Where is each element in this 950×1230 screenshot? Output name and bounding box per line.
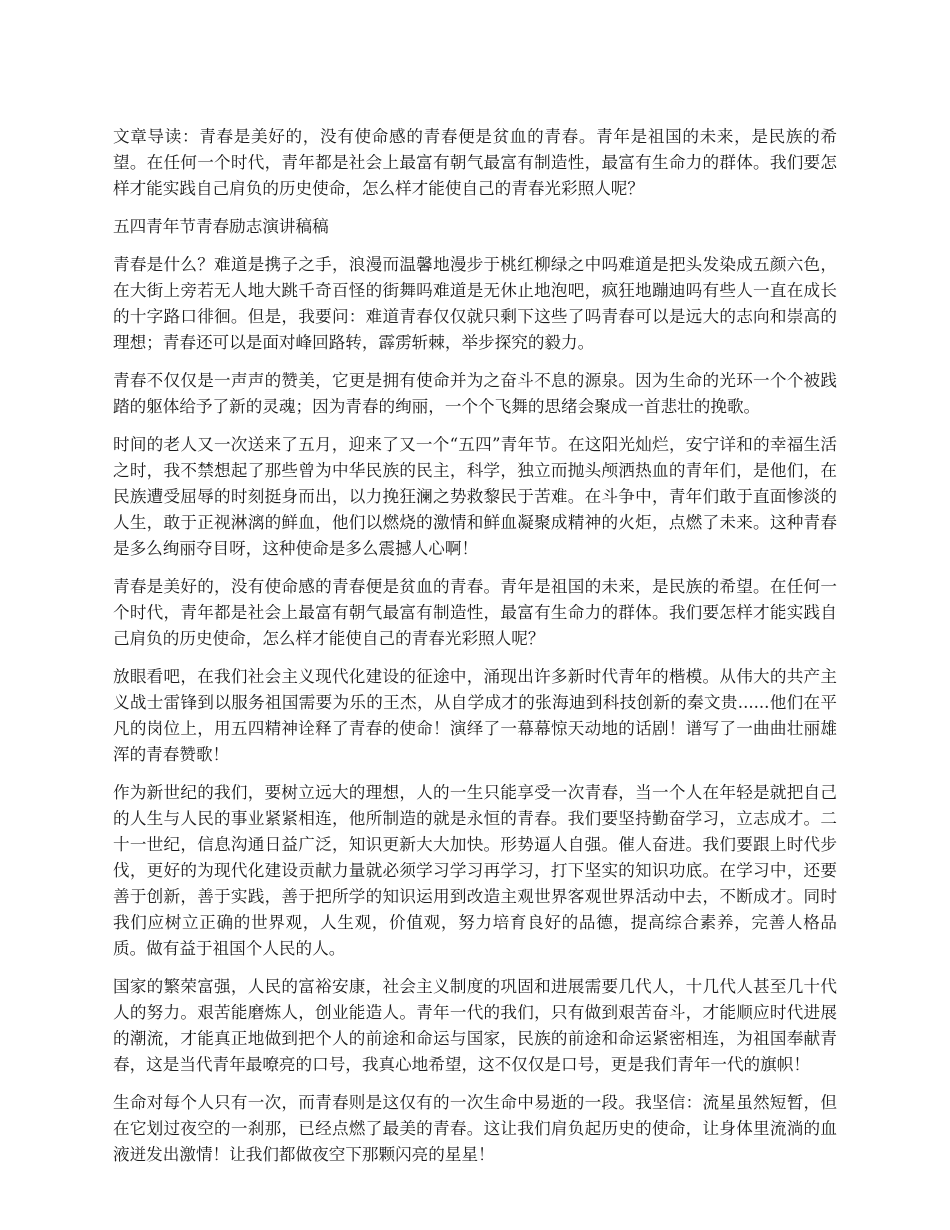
body-paragraph-7: 国家的繁荣富强，人民的富裕安康，社会主义制度的巩固和进展需要几代人，十几代人甚至几十代人的努力。艰苦能磨炼人，创业能造人。青年一代的我们，只有做到艰苦奋斗，才能顺应时代进展的潮流，才能真正地做到把个人的前途和命运与国家，民族的前途和命运紧密相连，为祖国奉献青春，这是当代青年最嘹亮的口号，我真心地希望，这不仅仅是口号，更是我们青年一代的旗帜！ — [113, 977, 837, 1074]
body-paragraph-2: 青春不仅仅是一声声的赞美，它更是拥有使命并为之奋斗不息的源泉。因为生命的光环一个个被践踏的躯体给予了新的灵魂；因为青春的绚丽，一个个飞舞的思绪会聚成一首悲壮的挽歌。 — [113, 371, 837, 416]
intro-paragraph: 文章导读：青春是美好的，没有使命感的青春便是贫血的青春。青年是祖国的未来，是民族的希望。在任何一个时代，青年都是社会上最富有朝气最富有制造性，最富有生命力的群体。我们要怎样才能实践自己肩负的历史使命，怎么样才能使自己的青春光彩照人呢？ — [113, 127, 837, 198]
body-paragraph-3: 时间的老人又一次送来了五月，迎来了又一个“五四”青年节。在这阳光灿烂，安宁详和的幸福生活之时，我不禁想起了那些曾为中华民族的民主，科学，独立而抛头颅洒热血的青年们，是他们，在民族遭受屈辱的时刻挺身而出，以力挽狂澜之势救黎民于苦难。在斗争中，青年们敢于直面惨淡的人生，敢于正视淋漓的鲜血，他们以燃烧的激情和鲜血凝聚成精神的火炬，点燃了未来。这种青春是多么绚丽夺目呀，这种使命是多么震撼人心啊！ — [113, 435, 837, 558]
body-paragraph-8: 生命对每个人只有一次，而青春则是这仅有的一次生命中易逝的一段。我坚信：流星虽然短暂，但在它划过夜空的一刹那，已经点燃了最美的青春。这让我们肩负起历史的使命，让身体里流淌的血液迸发出激情！让我们都做夜空下那颗闪亮的星星！ — [113, 1093, 837, 1164]
document-title: 五四青年节青春励志演讲稿稿 — [113, 217, 329, 236]
body-paragraph-6: 作为新世纪的我们，要树立远大的理想，人的一生只能享受一次青春，当一个人在年轻是就把自己的人生与人民的事业紧紧相连，他所制造的就是永恒的青春。我们要坚持勤奋学习，立志成才。二十一世纪，信息沟通日益广泛，知识更新大大加快。形势逼人自强。催人奋进。我们要跟上时代步伐，更好的为现代化建设贡献力量就必须学习学习再学习，打下坚实的知识功底。在学习中，还要善于创新，善于实践，善于把所学的知识运用到改造主观世界客观世界活动中去，不断成才。同时我们应树立正确的世界观，人生观，价值观，努力培育良好的品德，提高综合素养，完善人格品质。做有益于祖国个人民的人。 — [113, 783, 837, 958]
body-paragraph-5: 放眼看吧，在我们社会主义现代化建设的征途中，涌现出许多新时代青年的楷模。从伟大的共产主义战士雷锋到以服务祖国需要为乐的王杰，从自学成才的张海迪到科技创新的秦文贵......他们在平凡的岗位上，用五四精神诠释了青春的使命！演绎了一幕幕惊天动地的话剧！谱写了一曲曲壮丽雄浑的青春赞歌！ — [113, 667, 837, 764]
body-paragraph-1: 青春是什么？难道是携子之手，浪漫而温馨地漫步于桃红柳绿之中吗难道是把头发染成五颜六色，在大街上旁若无人地大跳千奇百怪的街舞吗难道是无休止地泡吧，疯狂地蹦迪吗有些人一直在成长的十字路口徘徊。但是，我要问：难道青春仅仅就只剩下这些了吗青春可以是远大的志向和崇高的理想；青春还可以是面对峰回路转，霹雳斩棘，举步探究的毅力。 — [113, 255, 837, 352]
body-paragraph-4: 青春是美好的，没有使命感的青春便是贫血的青春。青年是祖国的未来，是民族的希望。在任何一个时代，青年都是社会上最富有朝气最富有制造性，最富有生命力的群体。我们要怎样才能实践自己肩负的历史使命，怎么样才能使自己的青春光彩照人呢？ — [113, 577, 837, 648]
